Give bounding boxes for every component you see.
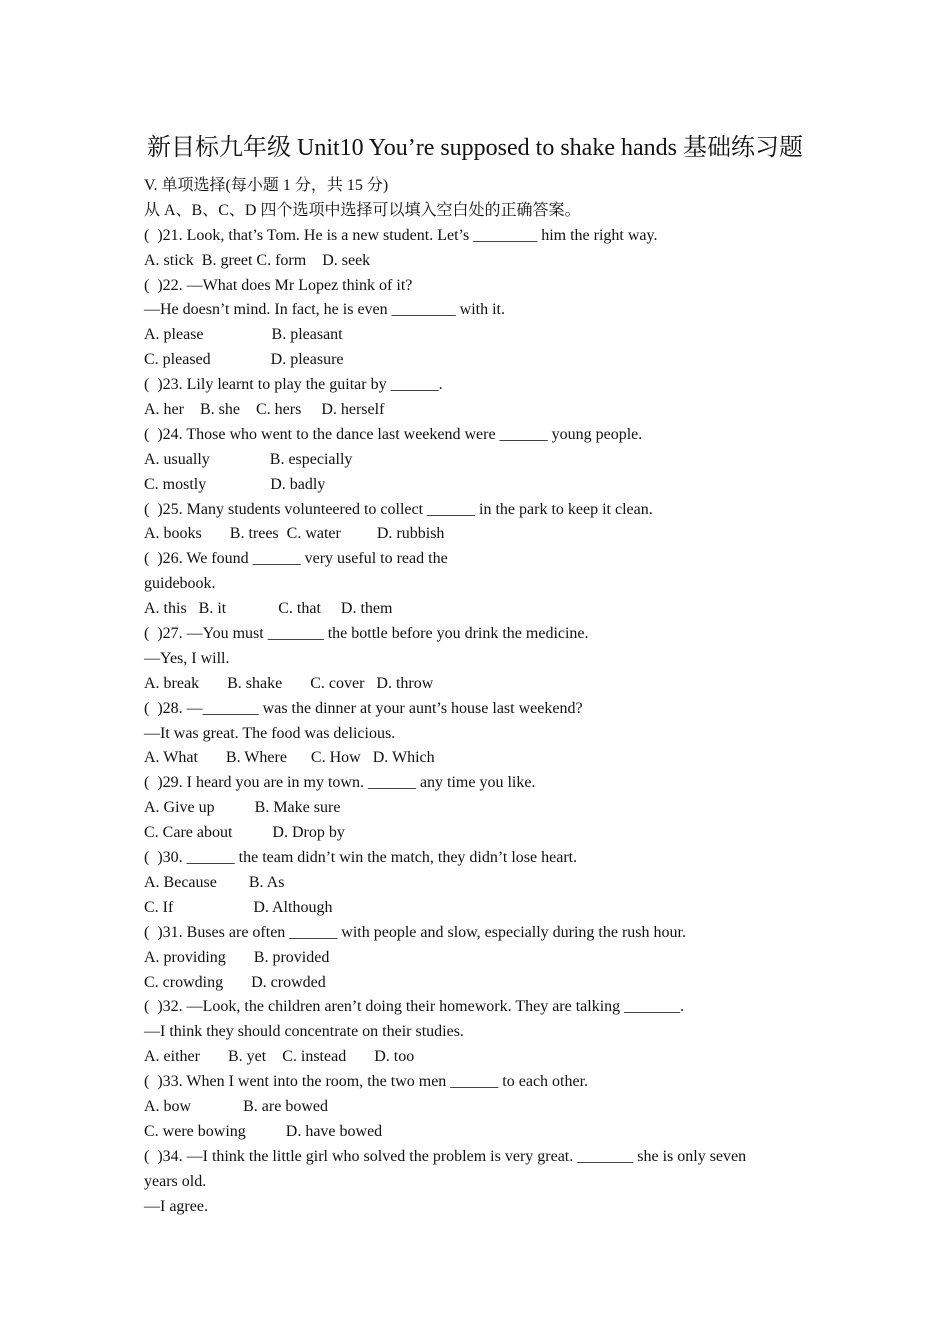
question-26-options: A. this B. it C. that D. them: [144, 600, 393, 618]
section-instructions: 从 A、B、C、D 四个选项中选择可以填入空白处的正确答案。: [144, 201, 581, 219]
question-31-stem: ( )31. Buses are often ______ with people and slow, especially during the rush hour.: [144, 923, 686, 941]
question-24-options-cd: C. mostly D. badly: [144, 475, 326, 493]
worksheet-body: [144, 174, 784, 1219]
question-22-stem: ( )22. —What does Mr Lopez think of it?: [144, 276, 413, 294]
question-29-options-ab: A. Give up B. Make sure: [144, 799, 341, 817]
question-32-response: —I think they should concentrate on their studies.: [144, 1023, 464, 1041]
question-21-options: A. stick B. greet C. form D. seek: [144, 251, 371, 269]
question-30-options-ab: A. Because B. As: [144, 873, 285, 891]
question-22-response: —He doesn’t mind. In fact, he is even ________ with it.: [144, 301, 505, 319]
question-23-options: A. her B. she C. hers D. herself: [144, 401, 385, 419]
question-23-stem: ( )23. Lily learnt to play the guitar by ______.: [144, 376, 443, 394]
question-31-options-cd: C. crowding D. crowded: [144, 973, 326, 991]
question-28-response: —It was great. The food was delicious.: [144, 724, 396, 742]
question-34-response: —I agree.: [144, 1197, 208, 1215]
question-25-options: A. books B. trees C. water D. rubbish: [144, 525, 445, 543]
question-34-stem-continued: years old.: [144, 1172, 207, 1190]
question-30-options-cd: C. If D. Although: [144, 898, 333, 916]
question-27-options: A. break B. shake C. cover D. throw: [144, 674, 434, 692]
question-33-options-ab: A. bow B. are bowed: [144, 1097, 328, 1115]
question-28-stem: ( )28. —_______ was the dinner at your aunt’s house last weekend?: [144, 699, 583, 717]
question-26-stem: ( )26. We found ______ very useful to read the: [144, 550, 448, 568]
question-32-options: A. either B. yet C. instead D. too: [144, 1048, 415, 1066]
question-22-options-cd: C. pleased D. pleasure: [144, 351, 344, 369]
question-22-options-ab: A. please B. pleasant: [144, 326, 343, 344]
question-26-stem-continued: guidebook.: [144, 575, 216, 593]
question-34-stem: ( )34. —I think the little girl who solved the problem is very great. _______ she is only seven: [144, 1147, 747, 1165]
question-30-stem: ( )30. ______ the team didn’t win the match, they didn’t lose heart.: [144, 849, 578, 867]
question-29-options-cd: C. Care about D. Drop by: [144, 824, 345, 842]
question-31-options-ab: A. providing B. provided: [144, 948, 330, 966]
question-24-options-ab: A. usually B. especially: [144, 450, 353, 468]
question-24-stem: ( )24. Those who went to the dance last weekend were ______ young people.: [144, 425, 643, 443]
section-heading: V. 单项选择(每小题 1 分，共 15 分): [144, 177, 389, 194]
question-21-stem: ( )21. Look, that’s Tom. He is a new student. Let’s ________ him the right way.: [144, 226, 658, 244]
question-27-stem: ( )27. —You must _______ the bottle before you drink the medicine.: [144, 625, 589, 643]
question-33-stem: ( )33. When I went into the room, the two men ______ to each other.: [144, 1073, 589, 1091]
question-25-stem: ( )25. Many students volunteered to collect ______ in the park to keep it clean.: [144, 500, 653, 518]
question-27-response: —Yes, I will.: [144, 649, 230, 667]
question-33-options-cd: C. were bowing D. have bowed: [144, 1122, 383, 1140]
question-28-options: A. What B. Where C. How D. Which: [144, 749, 435, 767]
page-title: 新目标九年级 Unit10 You’re supposed to shake hands 基础练习题: [147, 135, 803, 161]
question-29-stem: ( )29. I heard you are in my town. ______ any time you like.: [144, 774, 536, 792]
question-32-stem: ( )32. —Look, the children aren’t doing their homework. They are talking _______.: [144, 998, 685, 1016]
